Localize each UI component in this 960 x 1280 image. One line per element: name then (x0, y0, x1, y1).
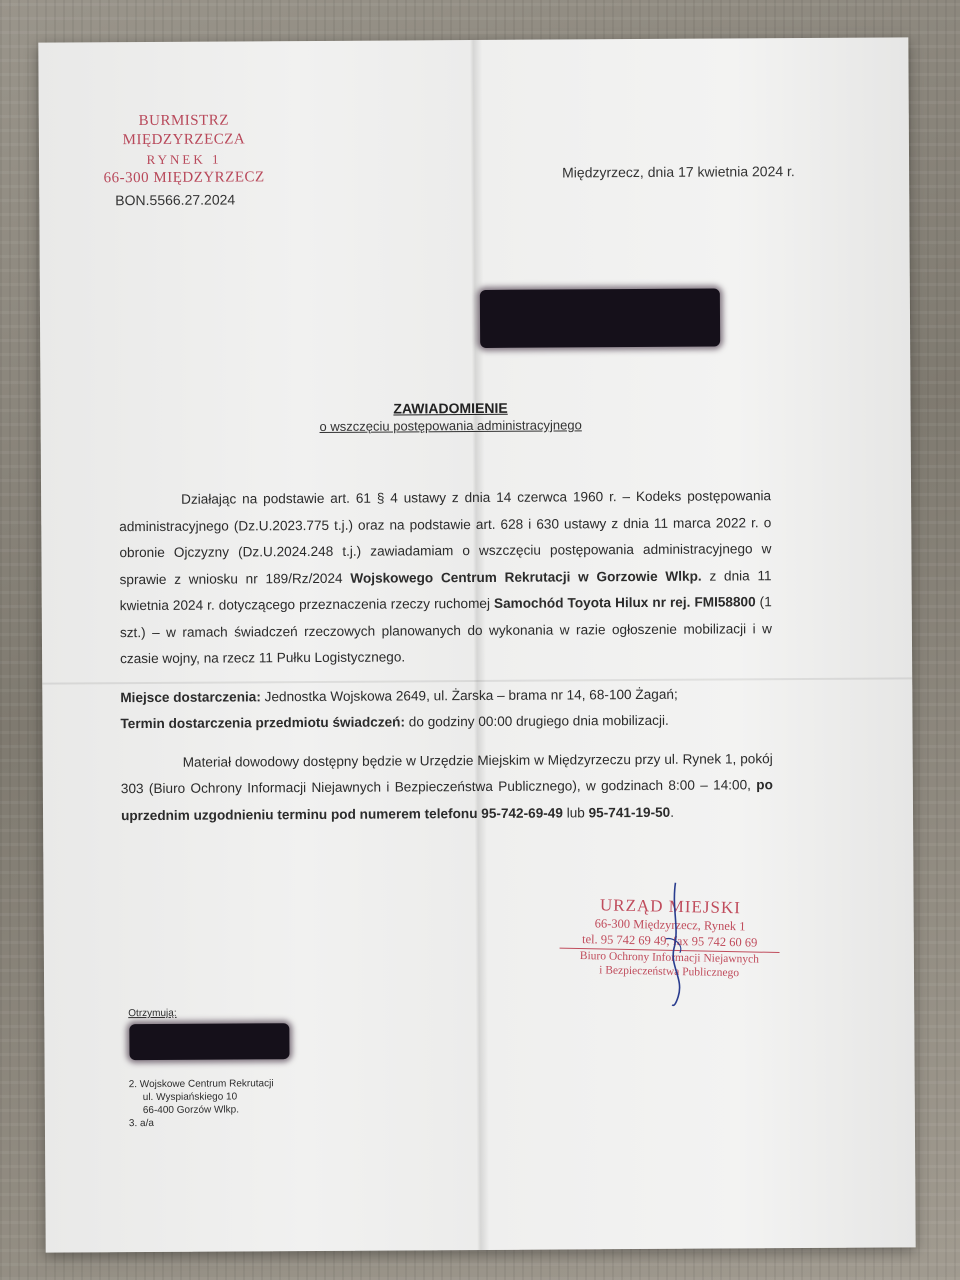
office-stamp-line-2: 66-300 Międzyrzecz, Rynek 1 (594, 916, 746, 934)
delivery-term-label: Termin dostarczenia przedmiotu świadczeń: (120, 714, 406, 732)
phone-instruction: po uprzednim uzgodnieniu terminu pod numerem telefonu 95-742-69-49 (120, 777, 773, 823)
text-segment: z dnia 11 kwietnia 2024 r. dotyczącego przeznaczenia rzeczy ruchomej (119, 567, 772, 614)
redacted-addressee (480, 289, 720, 348)
paragraph-legal-basis (119, 483, 772, 672)
stamp-line-2: RYNEK 1 (146, 151, 222, 168)
delivery-place-value: Jednostka Wojskowa 2649, ul. Żarska – brama nr 14, 68-100 Żagań; (260, 686, 678, 704)
reference-number: BON.5566.27.2024 (115, 191, 236, 209)
signature-mark (643, 879, 704, 1009)
phone-number-2: 95-741-19-50 (588, 804, 671, 820)
document-sheet (38, 37, 915, 1252)
place-and-date: Międzyrzecz, dnia 17 kwietnia 2024 r. (562, 163, 795, 181)
office-stamp-line-4: Biuro Ochrony Informacji Niejawnych (579, 950, 760, 966)
title-block (241, 399, 661, 435)
document-title: ZAWIADOMIENIE (393, 399, 508, 417)
paragraph-delivery (120, 681, 772, 738)
office-stamp-line-3: tel. 95 742 69 49, fax 95 742 60 69 (560, 931, 780, 953)
delivery-term-value: do godziny 00:00 drugiego dnia mobilizacji. (404, 712, 669, 730)
recipient-3: 3. a/a (128, 1117, 154, 1130)
office-stamp-line-5: i Bezpieczeństwa Publicznego (599, 964, 740, 980)
paragraph-evidence (121, 746, 773, 829)
vehicle-description: Samochód Toyota Hilux nr rej. FMI58800 (493, 594, 756, 611)
text-segment: Materiał dowodowy dostępny będzie w Urzędzie Miejskim w Międzyrzeczu przy ul. Rynek 1, pokój 303 (Biuro Ochrony Informacji Niejawnych i Bezpieczeństwa Publicznego), w godzinach 8:00 – 14:00, (120, 750, 773, 797)
stamp-line-1: BURMISTRZ MIĘDZYRZECZA (122, 112, 246, 149)
stamp-line-3: 66-300 MIĘDZYRZECZ (103, 169, 265, 187)
text-segment: lub (562, 804, 589, 820)
office-stamp-line-1: URZĄD MIEJSKI (599, 895, 742, 918)
body-text (119, 483, 773, 829)
text-segment: (1 szt.) – w ramach świadczeń rzeczowych planowanych do wykonania w razie ogłoszenie mobilizacji i w czasie wojny, na rzecz 11 Pułku Logistycznego. (119, 594, 772, 667)
document-subtitle: o wszczęciu postępowania administracyjnego (319, 417, 582, 434)
text-segment: . (670, 804, 675, 820)
recipients-header: Otrzymują: (128, 1007, 177, 1020)
text-segment: Działając na podstawie art. 61 § 4 ustawy z dnia 14 czerwca 1960 r. – Kodeks postępowania administracyjnego (Dz.U.2023.775 t.j.) oraz na podstawie art. 628 i 630 ustawy z dnia 11 marca 2022 r. o obronie Ojczyzny (Dz.U.2024.248 t.j.) zawiadamiam o wszczęciu postępowania administracyjnego w sprawie z wniosku nr 189/Rz/2024 (119, 488, 772, 587)
delivery-place-label: Miejsce dostarczenia: (120, 688, 261, 705)
redacted-recipient-1 (129, 1023, 289, 1060)
requesting-institution: Wojskowego Centrum Rekrutacji w Gorzowie Wlkp. (350, 568, 702, 586)
recipient-2-name: 2. Wojskowe Centrum Rekrutacji (128, 1078, 274, 1091)
recipient-2-street: ul. Wyspiańskiego 10 (142, 1091, 238, 1104)
mayor-header-stamp (79, 111, 289, 188)
recipient-2-city: 66-400 Gorzów Wlkp. (142, 1104, 240, 1117)
recipient-2 (129, 1077, 274, 1117)
